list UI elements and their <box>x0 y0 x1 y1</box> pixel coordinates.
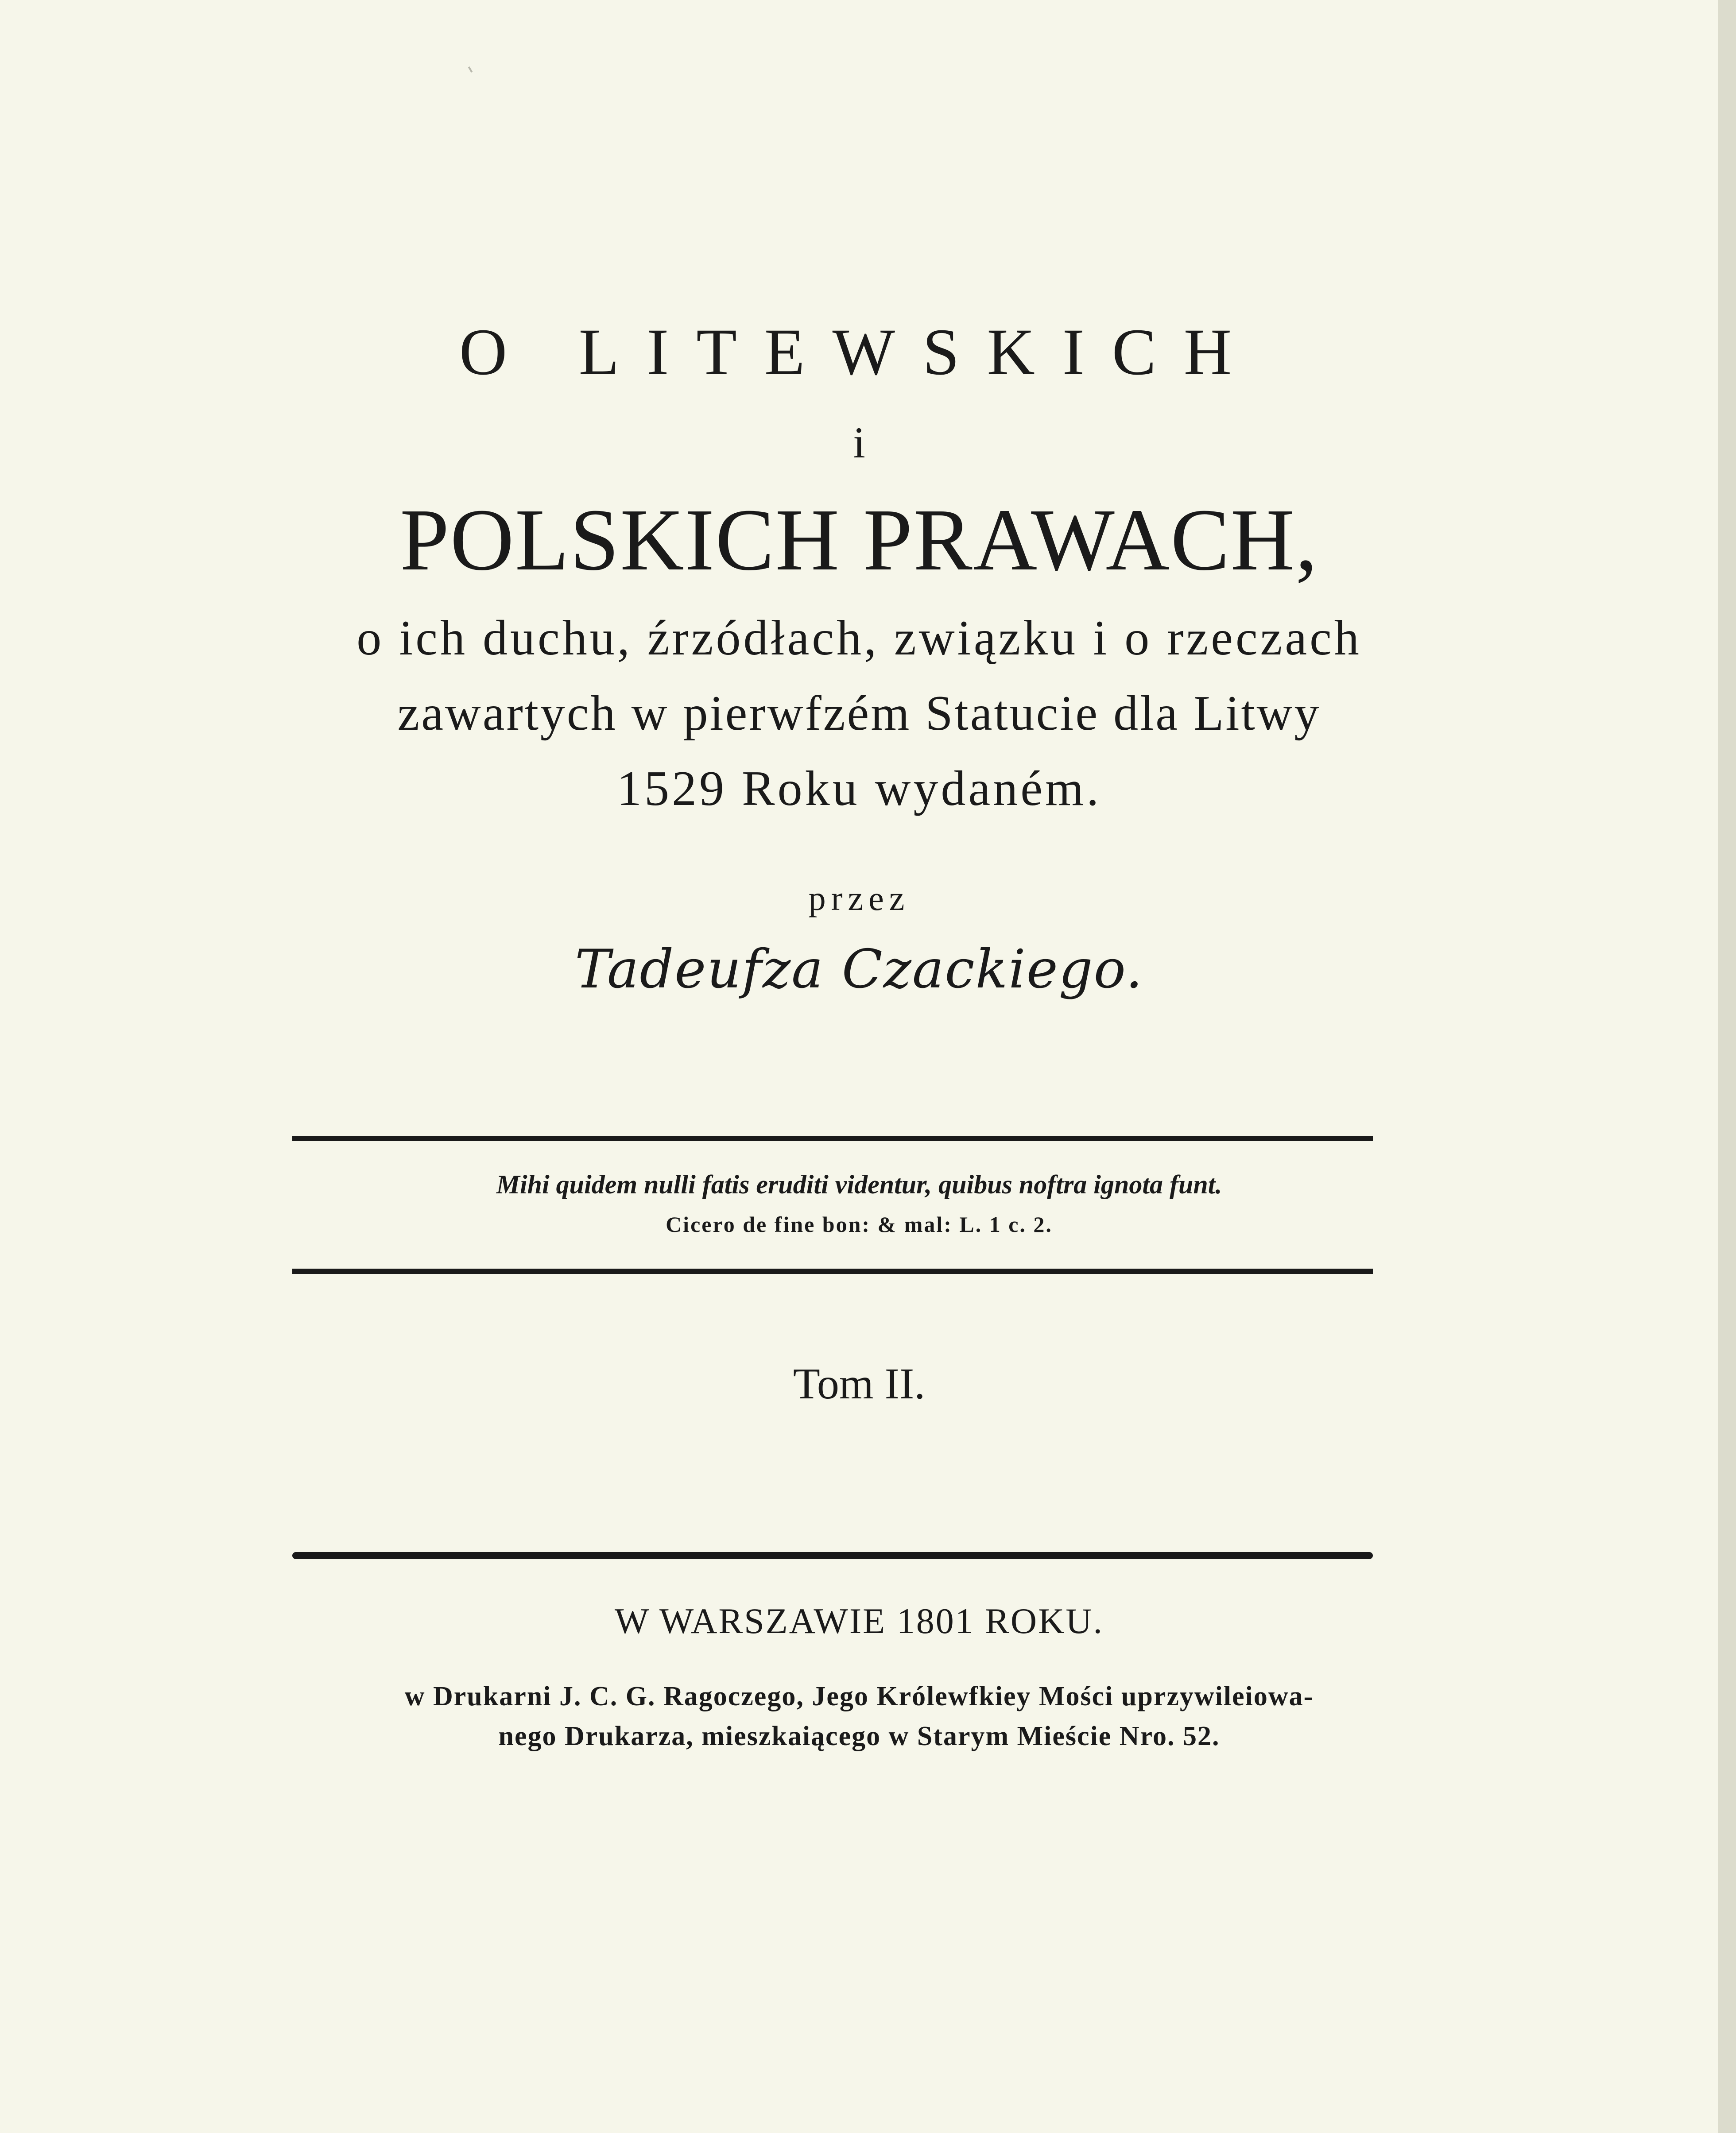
subtitle-line-3: 1529 Roku wydaném. <box>616 761 1102 816</box>
by-label: przez <box>808 879 910 917</box>
bottom-rule <box>292 1552 1373 1559</box>
top-rule <box>292 1136 1373 1141</box>
subtitle-line-2: zawartych w pierwfzém Statucie dla Litwy <box>397 686 1321 741</box>
middle-rule <box>292 1269 1373 1274</box>
title-connector: i <box>853 418 865 467</box>
page-edge <box>1718 0 1736 2133</box>
motto-citation: Cicero de fine bon: & mal: L. 1 c. 2. <box>666 1212 1053 1237</box>
printer-line-2: nego Drukarza, mieszkaiącego w Starym Mieście Nro. 52. <box>498 1721 1220 1751</box>
volume-label: Tom II. <box>793 1359 926 1408</box>
title-line-1: O LITEWSKICH <box>459 315 1259 389</box>
subtitle-line-1: o ich duchu, źrzódłach, związku i o rzeczach <box>356 611 1362 666</box>
paper-speck <box>468 66 473 73</box>
author-name: Tadeufza Czackiego. <box>575 939 1143 1000</box>
title-line-2: POLSKICH PRAWACH, <box>400 491 1318 589</box>
imprint-place-date: W WARSZAWIE 1801 ROKU. <box>614 1601 1104 1641</box>
printer-line-1: w Drukarni J. C. G. Ragoczego, Jego Królewfkiey Mości uprzywileiowa- <box>404 1681 1314 1711</box>
motto: Mihi quidem nulli fatis eruditi videntur, quibus noftra ignota funt. <box>496 1170 1222 1199</box>
